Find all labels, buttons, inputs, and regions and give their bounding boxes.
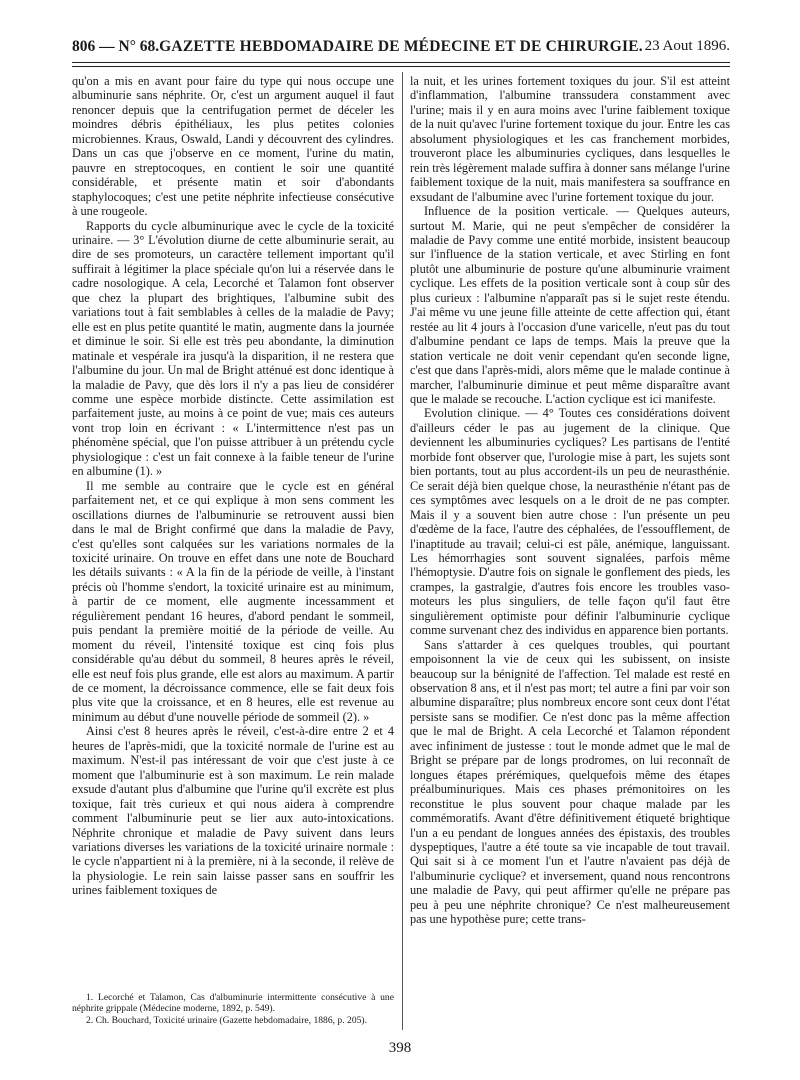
paragraph: qu'on a mis en avant pour faire du type qui nous occupe une albuminurie sans néphrite. Or, c'est un argument auquel il faut renoncer depuis que la centrifugation permet de déceler les moindres débris épithéliaux, les plus petites colonies microbiennes. Kraus, Oswald, Landi y découvrent des cylindres. Dans un cas que j'observe en ce moment, l'urine du matin, pauvre en streptocoques, en contient le soir une quantité considérable, et présente matin et soir d'abondants staphylocoques; c'est une petite néphrite infectieuse consécutive à une rougeole. [72,74,394,219]
running-header [72,34,730,60]
paragraph: Influence de la position verticale. — Quelques auteurs, surtout M. Marie, qui ne peut s'empêcher de considérer la maladie de Pavy comme une entité morbide, insistent beaucoup sur l'influence de la station verticale, et avec Stirling en font plutôt une albuminurie de posture qu'une albuminurie vraiment cyclique. Les effets de la position verticale sont à coup sûr des plus curieux : l'albumine n'apparaît pas si le sujet reste étendu. J'ai même vu une jeune fille atteinte de cette affection qui, étant restée au lit 4 jours à l'occasion d'une varicelle, n'eut pas du tout d'albumine pendant ce laps de temps. Mais la preuve que la station verticale ne doit venir cependant qu'en seconde ligne, c'est que dans l'après-midi, alors même que le malade continue à marcher, l'albuminurie diminue et peut même disparaître avant que le malade se recouche. L'action cyclique est ici manifeste. [410,204,730,406]
paragraph: Rapports du cycle albuminurique avec le cycle de la toxicité urinaire. — 3° L'évolution diurne de cette albuminurie serait, au dire de ses promoteurs, un caractère tellement important qu'il suffirait à légitimer la place spéciale qu'on lui a réservée dans le cadre nosologique. A cela, Lecorché et Talamon font observer que chez la plupart des brightiques, l'albumine subit des variations tout à fait semblables à celles de la maladie de Pavy; elle est en plus petite quantité le matin, augmente dans la journée et diminue le soir. Si elle est très peu abondante, la diminution matinale et vespérale ira jusqu'à la disparition, il ne restera que l'albumine du jour. Un mal de Bright atténué est donc identique à la maladie de Pavy, que dès lors il n'y a pas lieu de considérer comme une espèce morbide distincte. Cette assimilation est parfaitement juste, au moins à ce point de vue; mais ces auteurs vont trop loin en écrivant : « L'intermittence n'est pas un phénomène spécial, que l'on puisse attribuer à un prétendu cycle physiologique : c'est un fait connexe à la faible teneur de l'urine en albumine (1). » [72,218,394,479]
paragraph: Evolution clinique. — 4° Toutes ces considérations doivent d'ailleurs céder le pas au jugement de la clinique. Que deviennent les albuminuries cycliques? Les partisans de l'entité morbide font observer que, l'urologie mise à part, les sujets sont bien portants, tout au plus accordent-ils un peu de neurasthénie. Ce serait déjà bien quelque chose, la neurasthénie n'étant pas de ces symptômes avec lesquels on a le droit de ne pas compter. Mais il y a souvent bien autre chose : l'un présente un peu d'œdème de la face, l'autre des céphalées, de l'essoufflement, de l'inaptitude au travail; celui-ci est pâle, anémique, languissant. Les hémorrhagies sont souvent signalées, parfois même l'hémoptysie. D'autre fois on signale le gonflement des pieds, les crampes, la gastralgie, d'autres fois encore les troubles vaso-moteurs les plus singuliers, de telle façon qu'il faut être singulièrement optimiste pour définir l'albuminurie cyclique comme survenant chez des individus en apparence bien portants. [410,406,730,638]
header-rule-thick [72,62,730,63]
paragraph: la nuit, et les urines fortement toxiques du jour. S'il est atteint d'inflammation, l'albumine transsudera constamment avec l'urine; mais il y en aura moins avec l'urine faiblement toxique de la nuit qu'avec l'urine fortement toxique du jour. Entre les cas absolument physiologiques et les cas franchement morbides, trouveront place les albuminuries cycliques, dans lesquelles le rein très légèrement malade suffira à donner sans mélange l'urine faiblement toxique de la nuit, mais manifestera sa souffrance en exsudant de l'albumine avec l'urine fortement toxique du jour. [410,74,730,204]
paragraph: Il me semble au contraire que le cycle est en général parfaitement net, et ce qui explique à mon sens comment les oscillations diurnes de l'albuminurie se retrouvent aussi bien dans le mal de Bright confirmé que dans la maladie de Pavy, c'est qu'elles sont calquées sur les variations normales de la toxicité urinaire. On trouve en effet dans une note de Bouchard les détails suivants : « A la fin de la période de veille, à l'instant précis où l'homme s'endort, la toxicité urinaire est au minimum, à partir de ce moment, elle augmente incessamment et régulièrement pendant 16 heures, d'abord pendant le sommeil, puis pendant la première moitié de la période de veille. Au moment du réveil, l'intensité toxique est cinq fois plus considérable qu'au début du sommeil, 8 heures après le réveil, elle est neuf fois plus grande, elle est alors au maximum. A partir de ce moment, la décroissance commence, elle se fait deux fois plus vite que la croissance, et en 8 heures, elle est revenue au minimum au début d'une nouvelle période de sommeil (2). » [72,478,394,724]
paragraph: Ainsi c'est 8 heures après le réveil, c'est-à-dire entre 2 et 4 heures de l'après-midi, que la toxicité normale de l'urine est au maximum. N'est-il pas intéressant de voir que c'est juste à ce moment que l'albuminurie est à son maximum. Le rein malade exsude d'autant plus d'albumine que l'urine qu'il excrète est plus toxique, fait très curieux et qui nous aidera à comprendre comment l'albuminurie peut se lier aux auto-intoxications. Néphrite chronique et maladie de Pavy suivent dans leurs variations diverses les variations de la toxicité urinaire normale : le cycle n'appartient ni à la première, ni à la seconde, il relève de la physiologie. Le rein sain laisse passer sans en souffrir les urines faiblement toxiques de [72,724,394,898]
right-column [410,74,730,927]
column-divider [402,72,403,1030]
page-number: 398 [388,1040,412,1056]
header-journal-title: GAZETTE HEBDOMADAIRE DE MÉDECINE ET DE CHIRURGIE. [159,38,643,55]
header-date: 23 Aout 1896. [644,38,730,54]
left-column [72,74,394,898]
footnote: 1. Lecorché et Talamon, Cas d'albuminurie intermittente consécutive à une néphrite grippale (Médecine moderne, 1892, p. 549). [72,992,394,1015]
header-page-issue: 806 — N° 68. [72,38,160,55]
header-rule-thin [72,66,730,67]
footnote: 2. Ch. Bouchard, Toxicité urinaire (Gazette hebdomadaire, 1886, p. 205). [86,1014,368,1026]
footnotes [72,992,394,1026]
paragraph: Sans s'attarder à ces quelques troubles, qui pourtant empoisonnent la vie de ceux qui les subissent, on insiste beaucoup sur la bénignité de l'affection. Tel malade est resté en observation 8 ans, et il n'est pas mort; tel autre a fini par voir son albumine disparaître; plus nombreux encore sont ceux dont l'état persiste sans se modifier. Ce n'est donc pas la même affection que le mal de Bright. A cela Lecorché et Talamon répondent avec infiniment de justesse : tout le monde admet que le mal de Bright se prépare par de longs prodromes, on lui reconnaît de longues étapes prérémiques, quelquefois même des étapes préalbuminuriques. Mais ces phases prémonitoires on les reconstitue le plus souvent pour chaque malade par les commémoratifs. Avant d'être définitivement étiqueté brightique l'un a eu pendant de longues années des épistaxis, des troubles dyspeptiques, l'autre a été toute sa vie incapable de tout travail. Qui sait si à ce moment l'un et l'autre n'avaient pas déjà de l'albuminurie cyclique? et inversement, quand nous rencontrons une maladie de Pavy, qui peut affirmer qu'elle ne prépare pas peu à peu une néphrite chronique? Ce n'est malheureusement pas une hypothèse pure; cette trans- [410,637,730,927]
